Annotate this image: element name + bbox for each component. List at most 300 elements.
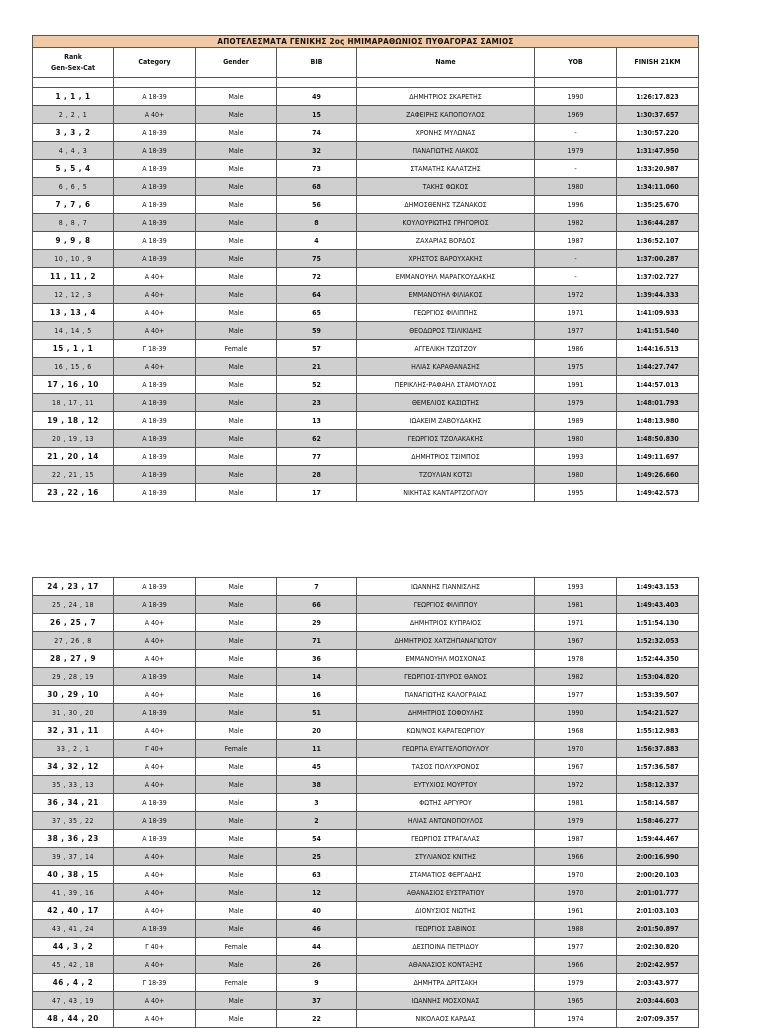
rank-cell: 2 , 2 , 1: [33, 106, 114, 124]
bib-cell: 66: [277, 596, 357, 614]
category-cell: Α 40+: [114, 758, 196, 776]
bib-cell: 17: [277, 484, 357, 502]
yob-cell: 1987: [535, 232, 617, 250]
bib-cell: 26: [277, 956, 357, 974]
results-table-page-2: [32, 577, 699, 1028]
yob-cell: 1996: [535, 196, 617, 214]
category-cell: Α 18-39: [114, 196, 196, 214]
finish-cell: 1:33:20.987: [617, 160, 699, 178]
table-row: [33, 232, 699, 250]
yob-cell: 1987: [535, 830, 617, 848]
finish-cell: 1:58:14.587: [617, 794, 699, 812]
category-cell: Α 18-39: [114, 142, 196, 160]
rank-cell: 34 , 32 , 12: [33, 758, 114, 776]
category-cell: Α 40+: [114, 1010, 196, 1028]
table-row: [33, 956, 699, 974]
bib-cell: 71: [277, 632, 357, 650]
header-category: Category: [114, 48, 196, 78]
table-row: [33, 668, 699, 686]
table-row: [33, 214, 699, 232]
rank-cell: 38 , 36 , 23: [33, 830, 114, 848]
category-cell: Α 40+: [114, 884, 196, 902]
yob-cell: 1971: [535, 304, 617, 322]
finish-cell: 1:30:37.657: [617, 106, 699, 124]
bib-cell: 12: [277, 884, 357, 902]
name-cell: ΧΡΟΝΗΣ ΜΥΛΩΝΑΣ: [357, 124, 535, 142]
table-row: [33, 286, 699, 304]
gender-cell: Male: [196, 884, 277, 902]
category-cell: Α 40+: [114, 776, 196, 794]
gender-cell: Male: [196, 232, 277, 250]
gender-cell: Male: [196, 430, 277, 448]
yob-cell: 1967: [535, 758, 617, 776]
bib-cell: 7: [277, 578, 357, 596]
yob-cell: 1975: [535, 358, 617, 376]
gender-cell: Male: [196, 106, 277, 124]
finish-cell: 1:54:21.527: [617, 704, 699, 722]
header-rank-line2: Gen-Sex-Cat: [51, 63, 95, 72]
yob-cell: 1979: [535, 142, 617, 160]
header-finish: FINISH 21KM: [617, 48, 699, 78]
bib-cell: 74: [277, 124, 357, 142]
name-cell: ΣΤΥΛΙΑΝΟΣ ΚΝΙΤΗΣ: [357, 848, 535, 866]
yob-cell: 1980: [535, 430, 617, 448]
finish-cell: 2:03:43.977: [617, 974, 699, 992]
name-cell: ΕΜΜΑΝΟΥΗΛ ΜΟΣΧΟΝΑΣ: [357, 650, 535, 668]
yob-cell: -: [535, 160, 617, 178]
yob-cell: 1993: [535, 448, 617, 466]
name-cell: ΤΑΣΟΣ ΠΟΛΥΧΡΟΝΟΣ: [357, 758, 535, 776]
yob-cell: 1981: [535, 794, 617, 812]
table-row: [33, 740, 699, 758]
rank-cell: 15 , 1 , 1: [33, 340, 114, 358]
yob-cell: 1970: [535, 740, 617, 758]
rank-cell: 45 , 42 , 18: [33, 956, 114, 974]
finish-cell: 1:59:44.467: [617, 830, 699, 848]
yob-cell: 1990: [535, 704, 617, 722]
rank-cell: 42 , 40 , 17: [33, 902, 114, 920]
header-row: [33, 48, 699, 78]
finish-cell: 1:48:50.830: [617, 430, 699, 448]
rank-cell: 32 , 31 , 11: [33, 722, 114, 740]
bib-cell: 20: [277, 722, 357, 740]
name-cell: ΗΛΙΑΣ ΑΝΤΩΝΟΠΟΥΛΟΣ: [357, 812, 535, 830]
rank-cell: 33 , 2 , 1: [33, 740, 114, 758]
rank-cell: 10 , 10 , 9: [33, 250, 114, 268]
name-cell: ΓΕΩΡΓΙΟΣ ΣΑΒΙΝΟΣ: [357, 920, 535, 938]
bib-cell: 54: [277, 830, 357, 848]
yob-cell: 1972: [535, 286, 617, 304]
bib-cell: 9: [277, 974, 357, 992]
gender-cell: Male: [196, 920, 277, 938]
category-cell: Γ 18-39: [114, 340, 196, 358]
finish-cell: 1:37:02.727: [617, 268, 699, 286]
finish-cell: 1:51:54.130: [617, 614, 699, 632]
gender-cell: Male: [196, 1010, 277, 1028]
gender-cell: Male: [196, 992, 277, 1010]
table-row: [33, 178, 699, 196]
gender-cell: Male: [196, 214, 277, 232]
rank-cell: 23 , 22 , 16: [33, 484, 114, 502]
bib-cell: 49: [277, 88, 357, 106]
name-cell: ΚΩΝ/ΝΟΣ ΚΑΡΑΓΕΩΡΓΙΟΥ: [357, 722, 535, 740]
bib-cell: 37: [277, 992, 357, 1010]
gender-cell: Male: [196, 668, 277, 686]
rank-cell: 28 , 27 , 9: [33, 650, 114, 668]
gender-cell: Male: [196, 812, 277, 830]
name-cell: ΘΕΟΔΩΡΟΣ ΤΣΙΛΙΚΙΔΗΣ: [357, 322, 535, 340]
finish-cell: 2:01:50.897: [617, 920, 699, 938]
finish-cell: 1:37:00.287: [617, 250, 699, 268]
name-cell: ΓΕΩΡΓΙΟΣ ΦΙΛΙΠΠΗΣ: [357, 304, 535, 322]
gender-cell: Male: [196, 758, 277, 776]
rank-cell: 29 , 28 , 19: [33, 668, 114, 686]
title-row: [33, 36, 699, 48]
category-cell: Α 40+: [114, 614, 196, 632]
rank-cell: 18 , 17 , 11: [33, 394, 114, 412]
yob-cell: 1982: [535, 214, 617, 232]
gender-cell: Male: [196, 322, 277, 340]
bib-cell: 36: [277, 650, 357, 668]
gender-cell: Male: [196, 776, 277, 794]
table-row: [33, 902, 699, 920]
finish-cell: 2:00:16.990: [617, 848, 699, 866]
bib-cell: 23: [277, 394, 357, 412]
bib-cell: 64: [277, 286, 357, 304]
rank-cell: 27 , 26 , 8: [33, 632, 114, 650]
yob-cell: 1970: [535, 866, 617, 884]
header-spacer: [33, 78, 699, 88]
finish-cell: 1:49:26.660: [617, 466, 699, 484]
category-cell: Α 40+: [114, 722, 196, 740]
yob-cell: 1965: [535, 992, 617, 1010]
table-row: [33, 848, 699, 866]
name-cell: ΣΤΑΜΑΤΗΣ ΚΑΛΑΤΖΗΣ: [357, 160, 535, 178]
table-row: [33, 866, 699, 884]
gender-cell: Male: [196, 686, 277, 704]
category-cell: Α 40+: [114, 632, 196, 650]
yob-cell: -: [535, 268, 617, 286]
name-cell: ΔΗΜΗΤΡΑ ΔΡΙΤΣΑΚΗ: [357, 974, 535, 992]
bib-cell: 40: [277, 902, 357, 920]
table-row: [33, 412, 699, 430]
yob-cell: 1990: [535, 88, 617, 106]
yob-cell: 1977: [535, 686, 617, 704]
table-row: [33, 106, 699, 124]
bib-cell: 2: [277, 812, 357, 830]
rank-cell: 5 , 5 , 4: [33, 160, 114, 178]
bib-cell: 63: [277, 866, 357, 884]
yob-cell: 1969: [535, 106, 617, 124]
table-row: [33, 124, 699, 142]
finish-cell: 1:36:44.287: [617, 214, 699, 232]
table-row: [33, 686, 699, 704]
name-cell: ΖΑΦΕΙΡΗΣ ΚΑΠΟΠΟΥΛΟΣ: [357, 106, 535, 124]
category-cell: Α 40+: [114, 902, 196, 920]
bib-cell: 3: [277, 794, 357, 812]
bib-cell: 8: [277, 214, 357, 232]
name-cell: ΔΗΜΗΤΡΙΟΣ ΚΥΠΡΑΙΟΣ: [357, 614, 535, 632]
header-gender: Gender: [196, 48, 277, 78]
finish-cell: 2:00:20.103: [617, 866, 699, 884]
yob-cell: 1970: [535, 884, 617, 902]
category-cell: Α 40+: [114, 106, 196, 124]
gender-cell: Male: [196, 848, 277, 866]
finish-cell: 1:49:42.573: [617, 484, 699, 502]
finish-cell: 1:49:11.697: [617, 448, 699, 466]
rank-cell: 9 , 9 , 8: [33, 232, 114, 250]
table-row: [33, 322, 699, 340]
finish-cell: 1:35:25.670: [617, 196, 699, 214]
gender-cell: Female: [196, 938, 277, 956]
rank-cell: 43 , 41 , 24: [33, 920, 114, 938]
category-cell: Α 18-39: [114, 412, 196, 430]
name-cell: ΓΕΩΡΓΙΟΣ ΦΙΛΙΠΠΟΥ: [357, 596, 535, 614]
finish-cell: 2:03:44.603: [617, 992, 699, 1010]
finish-cell: 1:57:36.587: [617, 758, 699, 776]
name-cell: ΔΙΟΝΥΣΙΟΣ ΝΙΩΤΗΣ: [357, 902, 535, 920]
table-row: [33, 250, 699, 268]
rank-cell: 1 , 1 , 1: [33, 88, 114, 106]
table-row: [33, 812, 699, 830]
category-cell: Α 18-39: [114, 830, 196, 848]
table-row: [33, 358, 699, 376]
rank-cell: 47 , 43 , 19: [33, 992, 114, 1010]
category-cell: Α 40+: [114, 650, 196, 668]
gender-cell: Male: [196, 376, 277, 394]
category-cell: Α 18-39: [114, 668, 196, 686]
finish-cell: 2:01:01.777: [617, 884, 699, 902]
category-cell: Α 40+: [114, 286, 196, 304]
table-row: [33, 650, 699, 668]
gender-cell: Female: [196, 740, 277, 758]
finish-cell: 1:41:09.933: [617, 304, 699, 322]
rank-cell: 35 , 33 , 13: [33, 776, 114, 794]
category-cell: Γ 18-39: [114, 974, 196, 992]
rank-cell: 24 , 23 , 17: [33, 578, 114, 596]
bib-cell: 38: [277, 776, 357, 794]
finish-cell: 1:49:43.403: [617, 596, 699, 614]
category-cell: Γ 40+: [114, 740, 196, 758]
gender-cell: Male: [196, 902, 277, 920]
table-row: [33, 938, 699, 956]
bib-cell: 46: [277, 920, 357, 938]
table-row: [33, 578, 699, 596]
yob-cell: 1988: [535, 920, 617, 938]
name-cell: ΗΛΙΑΣ ΚΑΡΑΘΑΝΑΣΗΣ: [357, 358, 535, 376]
gender-cell: Female: [196, 974, 277, 992]
yob-cell: 1979: [535, 394, 617, 412]
yob-cell: 1989: [535, 412, 617, 430]
table-row: [33, 830, 699, 848]
category-cell: Α 18-39: [114, 394, 196, 412]
name-cell: ΘΕΜΕΛΙΟΣ ΚΑΣΙΩΤΗΣ: [357, 394, 535, 412]
name-cell: ΖΑΧΑΡΙΑΣ ΒΟΡΔΟΣ: [357, 232, 535, 250]
category-cell: Α 18-39: [114, 920, 196, 938]
header-rank-line1: Rank: [64, 52, 82, 61]
name-cell: ΑΘΑΝΑΣΙΟΣ ΕΥΣΤΡΑΤΙΟΥ: [357, 884, 535, 902]
yob-cell: 1993: [535, 578, 617, 596]
rank-cell: 36 , 34 , 21: [33, 794, 114, 812]
bib-cell: 44: [277, 938, 357, 956]
table-row: [33, 992, 699, 1010]
name-cell: ΧΡΗΣΤΟΣ ΒΑΡΟΥΧΑΚΗΣ: [357, 250, 535, 268]
category-cell: Α 18-39: [114, 160, 196, 178]
rank-cell: 25 , 24 , 18: [33, 596, 114, 614]
category-cell: Α 18-39: [114, 214, 196, 232]
bib-cell: 62: [277, 430, 357, 448]
bib-cell: 56: [277, 196, 357, 214]
name-cell: ΦΩΤΗΣ ΑΡΓΥΡΟΥ: [357, 794, 535, 812]
category-cell: Α 18-39: [114, 794, 196, 812]
category-cell: Α 40+: [114, 686, 196, 704]
yob-cell: 1995: [535, 484, 617, 502]
yob-cell: 1986: [535, 340, 617, 358]
rank-cell: 8 , 8 , 7: [33, 214, 114, 232]
rank-cell: 3 , 3 , 2: [33, 124, 114, 142]
bib-cell: 32: [277, 142, 357, 160]
rank-cell: 48 , 44 , 20: [33, 1010, 114, 1028]
header-rank: [33, 48, 114, 78]
table-row: [33, 196, 699, 214]
finish-cell: 1:30:57.220: [617, 124, 699, 142]
yob-cell: 1966: [535, 848, 617, 866]
table-row: [33, 1010, 699, 1028]
table-row: [33, 632, 699, 650]
rank-cell: 12 , 12 , 3: [33, 286, 114, 304]
rank-cell: 41 , 39 , 16: [33, 884, 114, 902]
finish-cell: 1:44:16.513: [617, 340, 699, 358]
category-cell: Α 40+: [114, 866, 196, 884]
gender-cell: Male: [196, 394, 277, 412]
category-cell: Α 18-39: [114, 376, 196, 394]
rank-cell: 19 , 18 , 12: [33, 412, 114, 430]
results-title: ΑΠΟΤΕΛΕΣΜΑΤΑ ΓΕΝΙΚΗΣ 2ος ΗΜΙΜΑΡΑΘΩΝΙΟΣ ΠΥΘΑΓΟΡΑΣ ΣΑΜΙΟΣ: [33, 36, 699, 48]
bib-cell: 73: [277, 160, 357, 178]
bib-cell: 4: [277, 232, 357, 250]
finish-cell: 1:44:57.013: [617, 376, 699, 394]
finish-cell: 1:58:46.277: [617, 812, 699, 830]
yob-cell: 1978: [535, 650, 617, 668]
gender-cell: Male: [196, 866, 277, 884]
name-cell: ΑΘΑΝΑΣΙΟΣ ΚΟΝΤΑΞΗΣ: [357, 956, 535, 974]
name-cell: ΙΩΑΝΝΗΣ ΜΟΣΧΟΝΑΣ: [357, 992, 535, 1010]
bib-cell: 77: [277, 448, 357, 466]
finish-cell: 1:49:43.153: [617, 578, 699, 596]
category-cell: Α 18-39: [114, 232, 196, 250]
category-cell: Α 18-39: [114, 124, 196, 142]
category-cell: Α 18-39: [114, 178, 196, 196]
name-cell: ΝΙΚΗΤΑΣ ΚΑΝΤΑΡΤΖΟΓΛΟΥ: [357, 484, 535, 502]
gender-cell: Male: [196, 268, 277, 286]
rank-cell: 22 , 21 , 15: [33, 466, 114, 484]
yob-cell: 1979: [535, 974, 617, 992]
yob-cell: 1979: [535, 812, 617, 830]
rank-cell: 40 , 38 , 15: [33, 866, 114, 884]
table-row: [33, 430, 699, 448]
rank-cell: 39 , 37 , 14: [33, 848, 114, 866]
header-bib: BIB: [277, 48, 357, 78]
finish-cell: 1:26:17.823: [617, 88, 699, 106]
header-name: Name: [357, 48, 535, 78]
name-cell: ΓΕΩΡΓΙΟΣ-ΣΠΥΡΟΣ ΘΑΝΟΣ: [357, 668, 535, 686]
yob-cell: 1977: [535, 938, 617, 956]
table-row: [33, 466, 699, 484]
name-cell: ΔΗΜΟΣΘΕΝΗΣ ΤΖΑΝΑΚΟΣ: [357, 196, 535, 214]
finish-cell: 1:58:12.337: [617, 776, 699, 794]
table-row: [33, 794, 699, 812]
gender-cell: Male: [196, 578, 277, 596]
category-cell: Α 18-39: [114, 466, 196, 484]
gender-cell: Male: [196, 196, 277, 214]
table-row: [33, 160, 699, 178]
name-cell: ΔΗΜΗΤΡΙΟΣ ΤΣΙΜΠΟΣ: [357, 448, 535, 466]
gender-cell: Male: [196, 704, 277, 722]
yob-cell: 1966: [535, 956, 617, 974]
finish-cell: 1:41:51.540: [617, 322, 699, 340]
bib-cell: 14: [277, 668, 357, 686]
bib-cell: 59: [277, 322, 357, 340]
name-cell: ΝΙΚΟΛΑΟΣ ΚΑΡΔΑΣ: [357, 1010, 535, 1028]
bib-cell: 51: [277, 704, 357, 722]
name-cell: ΔΗΜΗΤΡΙΟΣ ΣΚΑΡΕΤΗΣ: [357, 88, 535, 106]
results-body-page-1: [33, 88, 699, 502]
bib-cell: 52: [277, 376, 357, 394]
finish-cell: 1:36:52.107: [617, 232, 699, 250]
category-cell: Α 40+: [114, 848, 196, 866]
name-cell: ΕΥΤΥΧΙΟΣ ΜΟΥΡΤΟΥ: [357, 776, 535, 794]
name-cell: ΕΜΜΑΝΟΥΗΛ ΦΙΛΙΑΚΟΣ: [357, 286, 535, 304]
name-cell: ΠΑΝΑΓΙΩΤΗΣ ΛΙΑΚΟΣ: [357, 142, 535, 160]
name-cell: ΔΗΜΗΤΡΙΟΣ ΧΑΤΖΗΠΑΝΑΓΙΩΤΟΥ: [357, 632, 535, 650]
bib-cell: 28: [277, 466, 357, 484]
table-row: [33, 758, 699, 776]
bib-cell: 25: [277, 848, 357, 866]
table-row: [33, 304, 699, 322]
finish-cell: 1:44:27.747: [617, 358, 699, 376]
gender-cell: Male: [196, 632, 277, 650]
category-cell: Α 18-39: [114, 578, 196, 596]
table-row: [33, 920, 699, 938]
gender-cell: Male: [196, 178, 277, 196]
gender-cell: Male: [196, 142, 277, 160]
gender-cell: Male: [196, 88, 277, 106]
rank-cell: 4 , 4 , 3: [33, 142, 114, 160]
category-cell: Α 18-39: [114, 250, 196, 268]
table-row: [33, 484, 699, 502]
name-cell: ΔΗΜΗΤΡΙΟΣ ΣΟΦΟΥΛΗΣ: [357, 704, 535, 722]
bib-cell: 57: [277, 340, 357, 358]
table-row: [33, 884, 699, 902]
gender-cell: Male: [196, 358, 277, 376]
yob-cell: 1980: [535, 178, 617, 196]
name-cell: ΙΩΑΝΝΗΣ ΓΙΑΝΝΙΣΛΗΣ: [357, 578, 535, 596]
bib-cell: 22: [277, 1010, 357, 1028]
category-cell: Α 40+: [114, 358, 196, 376]
category-cell: Α 40+: [114, 956, 196, 974]
table-row: [33, 268, 699, 286]
rank-cell: 20 , 19 , 13: [33, 430, 114, 448]
finish-cell: 1:53:04.820: [617, 668, 699, 686]
table-row: [33, 974, 699, 992]
yob-cell: 1981: [535, 596, 617, 614]
bib-cell: 21: [277, 358, 357, 376]
category-cell: Α 40+: [114, 268, 196, 286]
gender-cell: Male: [196, 286, 277, 304]
finish-cell: 2:02:42.957: [617, 956, 699, 974]
header-yob: YOB: [535, 48, 617, 78]
name-cell: ΓΕΩΡΓΙΑ ΕΥΑΓΓΕΛΟΠΟΥΛΟΥ: [357, 740, 535, 758]
